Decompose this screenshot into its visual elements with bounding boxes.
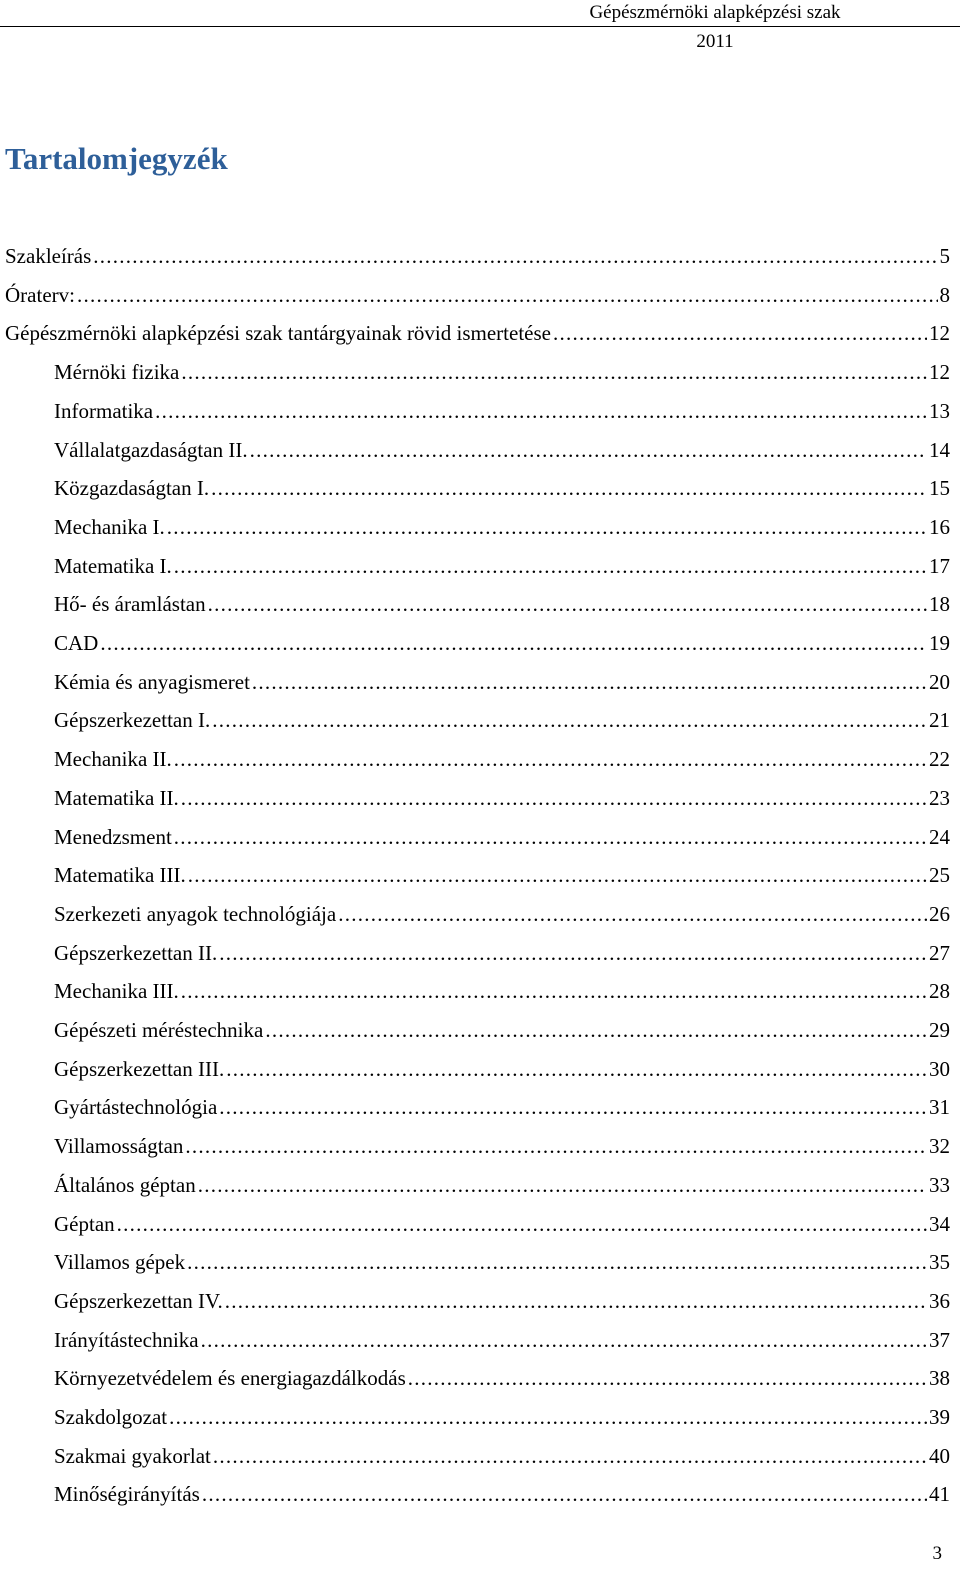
toc-entry-label: Gépszerkezettan II. — [54, 940, 218, 965]
toc-entry-label: Villamos gépek — [54, 1250, 186, 1275]
toc-entry-page: 12 — [929, 360, 950, 385]
toc-entry[interactable] — [54, 551, 950, 581]
toc-dot-leader — [169, 1402, 927, 1432]
toc-entry[interactable] — [54, 667, 950, 697]
toc-entry[interactable] — [54, 1479, 950, 1509]
toc-entry[interactable] — [54, 1325, 950, 1355]
toc-entry-label: Szakleírás — [5, 244, 92, 268]
toc-entry[interactable] — [54, 976, 950, 1006]
toc-dot-leader — [201, 1325, 927, 1355]
toc-dot-leader — [252, 667, 927, 697]
toc-entry[interactable] — [54, 744, 950, 774]
page-number: 3 — [932, 1543, 942, 1564]
toc-entry-label: Gyártástechnológia — [54, 1095, 218, 1120]
toc-entry-page: 8 — [939, 282, 950, 307]
toc-entry-label: Menedzsment — [54, 824, 172, 849]
toc-dot-leader — [212, 705, 927, 735]
toc-entry-page: 34 — [929, 1211, 950, 1236]
toc-entry-label: Mechanika III. — [54, 979, 179, 1004]
toc-dot-leader — [181, 976, 927, 1006]
toc-entry-page: 29 — [929, 1018, 950, 1042]
toc-entry-page: 40 — [929, 1443, 950, 1468]
toc-entry-page: 12 — [929, 321, 950, 346]
toc-entry-page: 26 — [929, 901, 950, 926]
toc-entry-page: 30 — [929, 1056, 950, 1081]
toc-dot-leader — [188, 860, 927, 890]
toc-entry-page: 36 — [929, 1288, 950, 1313]
toc-dot-leader — [211, 473, 927, 503]
toc-entry[interactable] — [54, 1286, 950, 1316]
toc-entry-label: Gépészeti méréstechnika — [54, 1018, 264, 1042]
toc-entry[interactable] — [54, 1054, 950, 1084]
toc-entry[interactable] — [54, 589, 950, 619]
toc-dot-leader — [167, 512, 927, 542]
toc-entry-page: 33 — [929, 1172, 950, 1197]
toc-entry-page: 19 — [929, 631, 950, 655]
toc-heading: Tartalomjegyzék — [5, 141, 228, 176]
toc-entry[interactable] — [54, 357, 950, 387]
toc-entry-label: Géptan — [54, 1211, 115, 1236]
toc-entry[interactable] — [54, 1209, 950, 1239]
toc-dot-leader — [174, 744, 927, 774]
toc-entry[interactable] — [5, 280, 950, 310]
toc-dot-leader — [174, 822, 927, 852]
toc-entry-page: 28 — [929, 979, 950, 1004]
toc-entry[interactable] — [54, 1170, 950, 1200]
toc-dot-leader — [226, 1054, 927, 1084]
toc-entry-page: 22 — [929, 747, 950, 772]
toc-dot-leader — [219, 1092, 927, 1122]
toc-entry-label: Minőségirányítás — [54, 1482, 200, 1507]
toc-entry-page: 32 — [929, 1134, 950, 1159]
toc-dot-leader — [265, 1015, 927, 1045]
toc-entry[interactable] — [54, 938, 950, 968]
toc-dot-leader — [181, 783, 927, 813]
toc-entry[interactable] — [54, 628, 950, 658]
toc-entry[interactable] — [54, 473, 950, 503]
toc-entry-page: 17 — [929, 553, 950, 578]
toc-entry-page: 5 — [939, 244, 950, 268]
toc-entry[interactable] — [54, 705, 950, 735]
toc-entry[interactable] — [54, 1247, 950, 1277]
toc-dot-leader — [408, 1363, 927, 1393]
toc-dot-leader — [185, 1131, 927, 1161]
toc-dot-leader — [208, 589, 927, 619]
toc-dot-leader — [553, 318, 927, 348]
toc-dot-leader — [338, 899, 927, 929]
toc-entry-label: Mechanika I. — [54, 514, 165, 539]
toc-entry-label: Matematika I. — [54, 553, 172, 578]
toc-dot-leader — [100, 628, 927, 658]
toc-entry[interactable] — [54, 1092, 950, 1122]
header-divider — [0, 26, 960, 27]
toc-entry-page: 38 — [929, 1366, 950, 1391]
toc-entry-label: Szakmai gyakorlat — [54, 1443, 211, 1468]
toc-entry-label: Matematika III. — [54, 863, 186, 888]
toc-entry[interactable] — [54, 1363, 950, 1393]
toc-dot-leader — [77, 280, 938, 310]
toc-entry-label: Gépszerkezettan III. — [54, 1056, 225, 1081]
toc-entry[interactable] — [5, 241, 950, 271]
toc-entry-page: 23 — [929, 785, 950, 810]
toc-entry-page: 21 — [929, 708, 950, 733]
toc-entry-label: Matematika II. — [54, 785, 179, 810]
toc-entry-label: Informatika — [54, 398, 154, 423]
toc-entry[interactable] — [54, 396, 950, 426]
toc-entry-page: 25 — [929, 863, 950, 888]
toc-entry-page: 27 — [929, 940, 950, 965]
toc-dot-leader — [213, 1441, 927, 1471]
toc-entry-label: Környezetvédelem és energiagazdálkodás — [54, 1366, 406, 1391]
toc-entry-page: 16 — [929, 514, 950, 539]
toc-entry-page: 41 — [929, 1482, 950, 1507]
toc-entry-label: Szerkezeti anyagok technológiája — [54, 901, 337, 926]
toc-entry-label: Vállalatgazdaságtan II. — [54, 437, 248, 462]
toc-entry[interactable] — [54, 1015, 950, 1045]
toc-dot-leader — [225, 1286, 927, 1316]
header-title: Gépészmérnöki alapképzési szak — [589, 2, 841, 23]
toc-entry-page: 39 — [929, 1405, 950, 1429]
toc-entry[interactable] — [54, 512, 950, 542]
toc-entry[interactable] — [54, 899, 950, 929]
toc-entry-page: 37 — [929, 1327, 950, 1352]
toc-entry-label: Hő- és áramlástan — [54, 592, 206, 617]
toc-entry-label: Óraterv: — [5, 282, 75, 307]
toc-entry[interactable] — [54, 783, 950, 813]
toc-entry-label: Gépszerkezettan I. — [54, 708, 211, 733]
toc-dot-leader — [198, 1170, 927, 1200]
toc-entry-label: Villamosságtan — [54, 1134, 184, 1159]
toc-dot-leader — [174, 551, 927, 581]
toc-dot-leader — [187, 1247, 927, 1277]
toc-dot-leader — [202, 1479, 927, 1509]
toc-dot-leader — [117, 1209, 927, 1239]
toc-entry[interactable] — [5, 318, 950, 348]
toc-dot-leader — [219, 938, 927, 968]
toc-dot-leader — [181, 357, 927, 387]
toc-dot-leader — [155, 396, 927, 426]
toc-dot-leader — [250, 435, 927, 465]
toc-entry-label: CAD — [54, 631, 99, 655]
toc-entry-label: Gépészmérnöki alapképzési szak tantárgyainak rövid ismertetése — [5, 321, 551, 346]
toc-entry-label: Irányítástechnika — [54, 1327, 199, 1352]
toc-entry[interactable] — [54, 1441, 950, 1471]
toc-entry-page: 31 — [929, 1095, 950, 1120]
toc-dot-leader — [93, 241, 937, 271]
toc-entry-label: Mechanika II. — [54, 747, 172, 772]
toc-entry-page: 15 — [929, 476, 950, 501]
toc-entry-label: Kémia és anyagismeret — [54, 669, 250, 694]
toc-entry-label: Közgazdaságtan I. — [54, 476, 210, 501]
toc-entry-label: Gépszerkezettan IV. — [54, 1288, 223, 1313]
toc-entry-page: 13 — [929, 398, 950, 423]
toc-entry-label: Szakdolgozat — [54, 1405, 168, 1429]
header-year: 2011 — [696, 31, 734, 52]
toc-entry[interactable] — [54, 1402, 950, 1432]
toc-entry-label: Mérnöki fizika — [54, 360, 180, 385]
toc-entry-page: 14 — [929, 437, 950, 462]
toc-entry[interactable] — [54, 1131, 950, 1161]
toc-entry-page: 24 — [929, 824, 950, 849]
toc-entry-page: 18 — [929, 592, 950, 617]
page-header — [0, 0, 960, 60]
toc-entry[interactable] — [54, 822, 950, 852]
toc-entry[interactable] — [54, 435, 950, 465]
toc-entry-page: 20 — [929, 669, 950, 694]
toc-entry-label: Általános géptan — [54, 1172, 196, 1197]
toc-entry-page: 35 — [929, 1250, 950, 1275]
toc-entry[interactable] — [54, 860, 950, 890]
